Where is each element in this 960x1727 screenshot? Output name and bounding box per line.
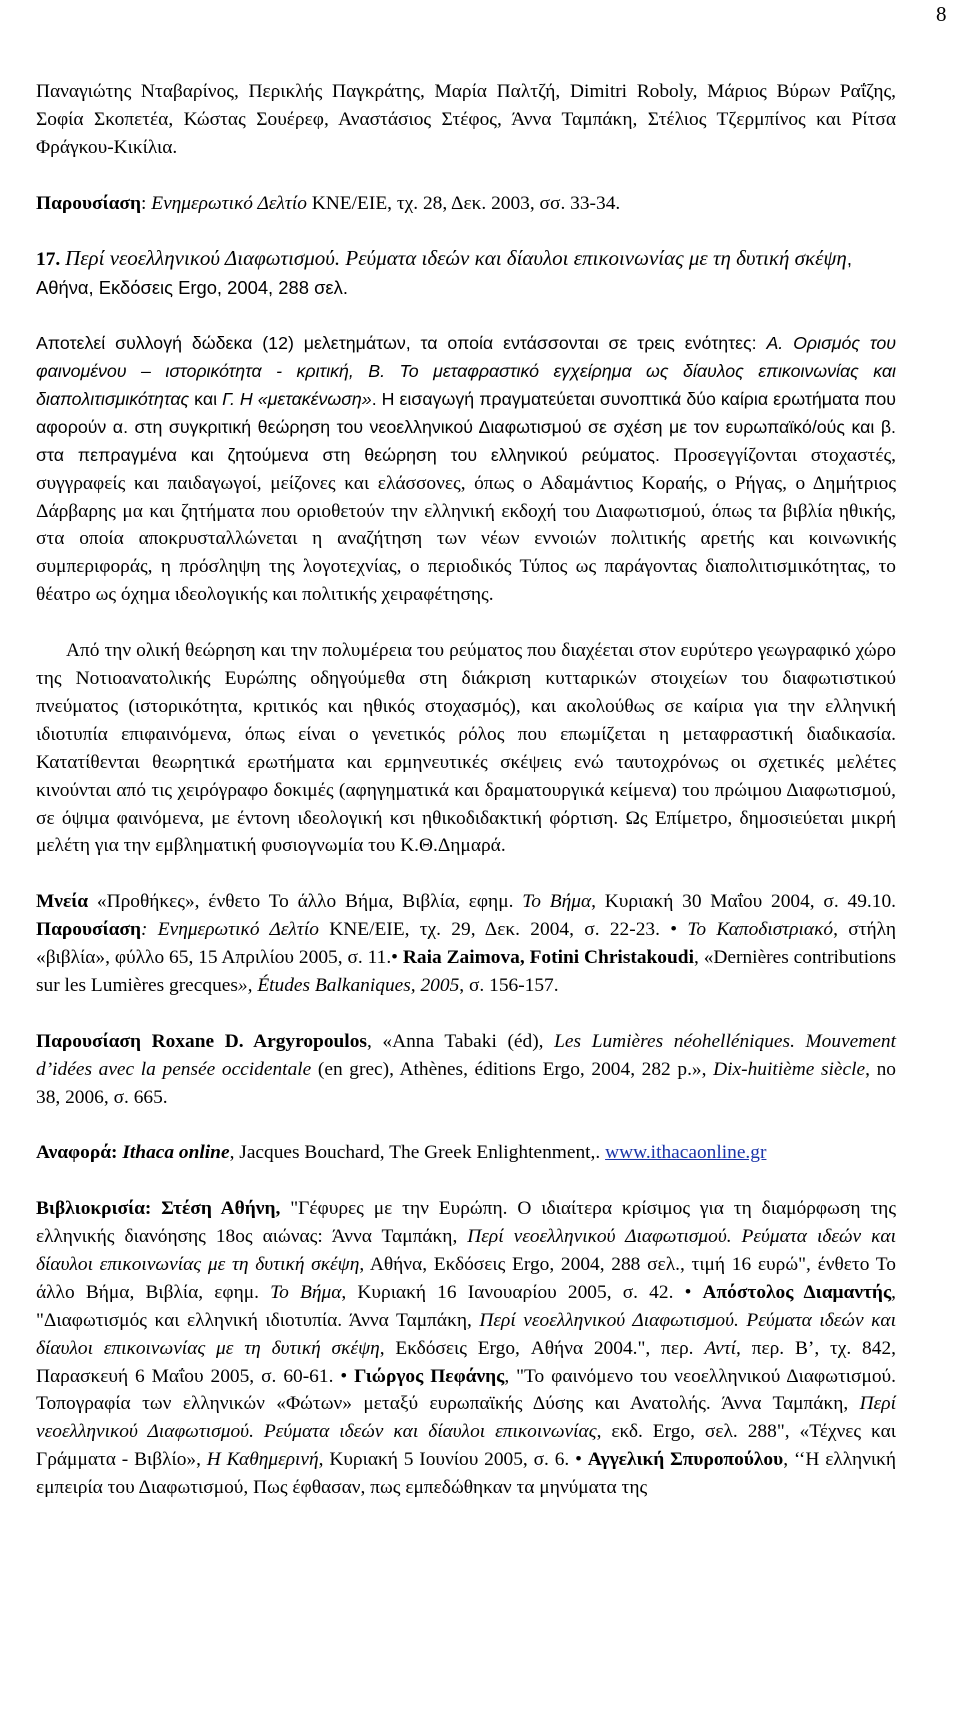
mention-label: Μνεία: [36, 891, 89, 913]
text-run: (en grec), Athènes, éditions Ergo, 2004, 282 p.»,: [311, 1058, 714, 1080]
text-run: , no 38, 2006, σ. 665.: [36, 1058, 896, 1108]
journal-title: », Études Balkaniques, 2005: [237, 974, 460, 996]
presentation-paragraph-2: [36, 1028, 896, 1112]
book-title: Περί νεοελληνικού Διαφωτισμού. Ρεύματα ιδεών και δίαυλοι επικοινωνίας: [36, 1393, 896, 1443]
text-run: και: [189, 388, 223, 409]
presentation-label: Παρουσίαση: [36, 192, 141, 214]
abstract-paragraph: [36, 330, 896, 609]
reviewer-name: Απόστολος Διαμαντής: [702, 1281, 892, 1303]
text-run: , Κυριακή 5 Ιουνίου 2005, σ. 6. •: [318, 1449, 588, 1471]
text-run: , περ. Β’, τχ. 842, Παρασκευή 6 Μαΐου 2005, σ. 60-61. •: [36, 1337, 896, 1387]
ithaca-link[interactable]: www.ithacaonline.gr: [605, 1142, 767, 1164]
text-run: , "Διαφωτισμός και ελληνική ιδιοτυπία. Άννα Ταμπάκη,: [36, 1281, 896, 1331]
text-run: :: [140, 192, 152, 214]
text-run: , εκδ. Ergo, σελ. 288", «Τέχνες και Γράμματα - Βιβλίο»,: [36, 1421, 896, 1471]
text-run: Αποτελεί συλλογή δώδεκα (12) μελετημάτων, τα οποία εντάσσονται σε τρεις ενότητες:: [36, 333, 767, 354]
entry-title: Περί νεοελληνικού Διαφωτισμού. Ρεύματα ιδεών και δίαυλοι επικοινωνίας με τη δυτική σκέψη: [65, 246, 847, 271]
text-run: «Προθήκες», ένθετο Το άλλο Βήμα, Βιβλία, εφημ.: [88, 891, 523, 913]
reviewer-name: Αγγελική Σπυροπούλου: [587, 1449, 784, 1471]
section-title-c: Γ. Η «μετακένωση»: [222, 388, 372, 409]
author-name: Roxane D. Argyropoulos: [140, 1030, 367, 1052]
text-run: Προσεγγίζονται στοχαστές, συγγραφείς και παιδαγωγοί, μείζονες και ελάσσονες, όπως ο Αδαμάντιος Κοραής, ο Ρήγας, ο Δημήτριος Δάρβαρης μα και ζητήματα που οριοθετούν την ελληνική εκδοχή του Διαφωτισμού, όπως τα βιβλία ηθικής, στα οποία αποκρυσταλλώνεται η αναζήτηση των νέων εννοιών πολιτικής αρετής και κοινωνικής συμπεριφοράς, η πρόσληψη της λογοτεχνίας, ο περιοδικός Τύπος ως παράγοντας διαπολιτισμικότητας, το θέατρο ως όχημα ιδεολογικής και πολιτικής χειραφέτησης.: [36, 444, 896, 606]
book-title: Περί νεοελληνικού Διαφωτισμού. Ρεύματα ιδεών και δίαυλοι επικοινωνίας με τη δυτική σκέψη: [36, 1226, 896, 1275]
newspaper-title: Η Καθημερινή: [206, 1449, 319, 1471]
author-names: Raia Zaimova, Fotini Christakoudi: [402, 947, 694, 969]
entry-17-heading: [36, 245, 896, 302]
reference-paragraph: [36, 1139, 896, 1167]
site-title: Ithaca online: [122, 1142, 230, 1164]
mention-paragraph: [36, 888, 896, 1000]
newspaper-title: Το Βήμα: [270, 1281, 342, 1303]
entry-number: 17.: [36, 249, 66, 271]
document-body: [36, 78, 896, 1502]
journal-title: Αντί: [704, 1337, 737, 1359]
text-run: , "Το φαινόμενο του νεοελληνικού Διαφωτισμού. Τοπογραφία των ελληνικών «Φώτων» μεταξύ ευρωπαϊκής Δύσης και Ανατολής. Άννα Ταμπάκη,: [36, 1365, 896, 1415]
book-title: Les Lumières néohelléniques. Mouvement d’idées avec la pensée occidentale: [36, 1030, 896, 1080]
body-paragraph: Από την ολική θεώρηση και την πολυμέρεια του ρεύματος που διαχέεται στον ευρύτερο γεωγραφικό χώρο της Νοτιοανατολικής Ευρώπης οδηγούμεθα στη διάκριση κυτταρικών στοιχείων του διαφωτιστικού πνεύματος (ιστορικότητα, κριτικός και ηθικός στοχασμός), και ακολούθως σε καίρια για την ελληνική ιδιοτυπία επιφαινόμενα, όπως είναι ο γενετικός ρόλος που επωμίζεται η μεταφραστική διαδικασία. Κατατίθενται θεωρητικά ερωτήματα και ερμηνευτικές σκέψεις ενώ ταυτοχρόνως οι σχετικές μελέτες κινούνται από τις χειρόγραφο δοκιμές (αφηγηματικά και δραματουργικά κείμενα) του πρώιμου Διαφωτισμού, σε όψιμα φαινόμενα, με έντονη ιδεολογική κσι ηθικοδιδακτική φόρτιση. Ως Επίμετρο, δημοσιεύεται μικρή μελέτη για την εμβληματική φυσιογνωμία του Κ.Θ.Δημαρά.: [36, 640, 896, 857]
text-run: , «Dernières contributions sur les Lumières grecques: [36, 947, 897, 996]
text-run: , Κυριακή 16 Ιανουαρίου 2005, σ. 42. •: [341, 1281, 703, 1303]
presentation-paragraph-1: [36, 190, 896, 218]
text-run: , σ. 156-157.: [459, 974, 559, 996]
text-run: , Αθήνα, Εκδόσεις Ergo, 2004, 288 σελ., τιμή 16 ευρώ", ένθετο Το άλλο Βήμα, Βιβλία, εφημ.: [36, 1253, 896, 1303]
entry-publication: , Αθήνα, Εκδόσεις Ergo, 2004, 288 σελ.: [36, 248, 852, 299]
review-paragraph: [36, 1195, 896, 1502]
page-number: 8: [936, 2, 947, 26]
text-run: ΚΝΕ/ΕΙΕ, τχ. 29, Δεκ. 2004, σ. 22-23. •: [318, 919, 688, 941]
presentation-label: Παρουσίαση: [36, 919, 141, 941]
reference-label: Αναφορά:: [36, 1142, 123, 1164]
authors-paragraph: Παναγιώτης Νταβαρίνος, Περικλής Παγκράτης, Μαρία Παλτζή, Dimitri Roboly, Μάριος Βύρων Ραΐζης, Σοφία Σκοπετέα, Κώστας Σουέρεφ, Αναστάσιος Στέφος, Άννα Ταμπάκη, Στέλιος Τζερμπίνος και Ρίτσα Φράγκου-Κικίλια.: [36, 81, 896, 158]
text-run: , στήλη «βιβλία», φύλλο 65, 15 Απριλίου 2005, σ. 11.•: [36, 919, 897, 969]
reviewer-name: Γιώργος Πεφάνης: [354, 1365, 505, 1387]
source-title: Ενημερωτικό Δελτίο: [151, 192, 307, 214]
text-run: ΚΝΕ/ΕΙΕ, τχ. 28, Δεκ. 2003, σσ. 33-34.: [306, 192, 621, 214]
newspaper-title: Το Βήμα: [522, 891, 592, 913]
text-run: , ‘‘Η ελληνική εμπειρία του Διαφωτισμού, Πως έφθασαν, πως εμπεδώθηκαν τα μηνύματα της: [36, 1449, 897, 1499]
text-run: "Γέφυρες με την Ευρώπη. Ο ιδιαίτερα κρίσιμος για τη διαμόρφωση της ελληνικής διανόησης 18ος αιώνας: Άννα Ταμπάκη,: [36, 1198, 896, 1248]
source-title: Το Καποδιστριακό: [687, 919, 834, 941]
journal-title: Dix-huitième siècle: [713, 1058, 866, 1080]
text-run: . Η εισαγωγή πραγματεύεται συνοπτικά δύο καίρια ερωτήματα που αφορούν α. στη συγκριτική θεώρηση του νεοελληνικού Διαφωτισμού σε σχέση με τον ευρωπαϊκό/ούς και β. στα πεπραγμένα και ζητούμενα στη θεώρηση του ελληνικού ρεύματος.: [36, 388, 896, 465]
book-title: Περί νεοελληνικού Διαφωτισμού. Ρεύματα ιδεών και δίαυλοι επικοινωνίας με τη δυτική σκέψη: [36, 1309, 896, 1359]
review-label: Βιβλιοκρισία: Στέση Αθήνη,: [36, 1198, 281, 1220]
text-run: , Εκδόσεις Ergo, Αθήνα 2004.", περ.: [379, 1337, 705, 1359]
text-run: , Jacques Bouchard, The Greek Enlightenment,.: [229, 1142, 606, 1164]
text-run: , Κυριακή 30 Μαΐου 2004, σ. 49.10.: [591, 891, 896, 913]
source-title: : Ενημερωτικό Δελτίο: [140, 919, 319, 941]
presentation-label: Παρουσίαση: [36, 1030, 141, 1052]
section-titles: Α. Ορισμός του φαινομένου – ιστορικότητα - κριτική, Β. Το μεταφραστικό εγχείρημα ως δίαυλος επικοινωνίας και διαπολιτισμικότητας: [36, 333, 896, 409]
text-run: , «Anna Tabaki (éd),: [366, 1030, 555, 1052]
